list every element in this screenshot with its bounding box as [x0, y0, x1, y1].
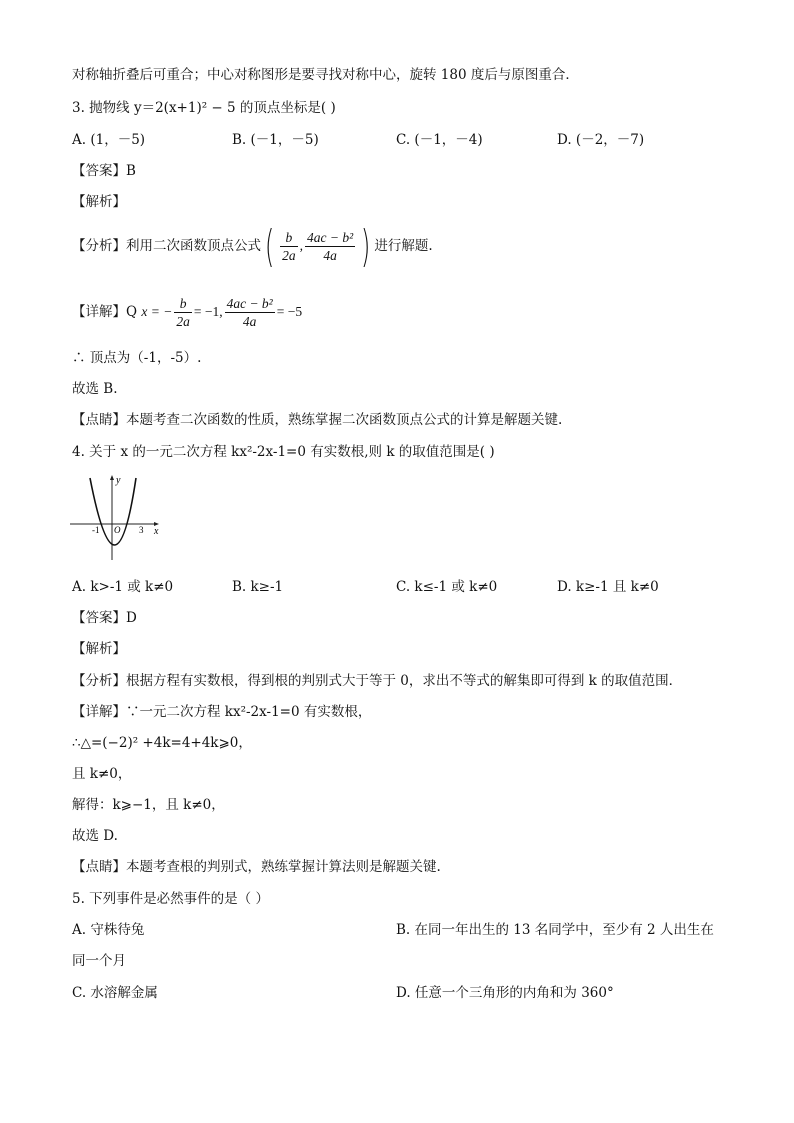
- q4-choose: 故选 D.: [72, 828, 118, 844]
- q5-stem: 5. 下列事件是必然事件的是（ ）: [72, 891, 269, 907]
- q3-stem: 3. 抛物线 y＝2(x+1)² − 5 的顶点坐标是( ): [72, 100, 336, 116]
- q4-option-d: D. k≥-1 且 k≠0: [557, 579, 659, 595]
- fraction-numerator: 4ac − b²: [307, 230, 354, 245]
- q3-option-b: B. (－1，－5): [232, 132, 319, 148]
- q4-jiexi: 【解析】: [72, 641, 126, 657]
- q3-xiangjie-prefix: 【详解】Q: [72, 304, 138, 320]
- q3-jiexi: 【解析】: [72, 194, 126, 210]
- q5-option-b: B. 在同一年出生的 13 名同学中，至少有 2 人出生在: [396, 922, 714, 938]
- q3-option-a: A. (1，－5): [72, 132, 146, 148]
- intro-line: 对称轴折叠后可重合；中心对称图形是要寻找对称中心，旋转 180 度后与原图重合．: [72, 67, 579, 83]
- q4-option-c: C. k≤-1 或 k≠0: [396, 579, 498, 595]
- q4-xiangjie: 【详解】∵一元二次方程 kx²-2x-1=0 有实数根，: [72, 704, 372, 720]
- y-axis-arrow-icon: [110, 475, 114, 480]
- q4-stem: 4. 关于 x 的一元二次方程 kx²-2x-1=0 有实数根,则 k 的取值范围是( ): [72, 444, 495, 460]
- q3-fenxi-suffix: 进行解题.: [374, 238, 433, 254]
- q4-option-b: B. k≥-1: [232, 579, 284, 595]
- parabola-graph: [70, 472, 162, 562]
- fraction-denominator: 4a: [323, 248, 337, 263]
- fraction-denominator: 2a: [282, 248, 296, 263]
- q3-xiangjie-mid: = −1,: [193, 304, 223, 319]
- q5-option-a: A. 守株待兔: [72, 922, 145, 938]
- q3-vertex: ∴ 顶点为（-1，-5）.: [72, 350, 202, 366]
- q5-option-d: D. 任意一个三角形的内角和为 360°: [396, 985, 614, 1001]
- q5-option-b-continued: 同一个月: [72, 953, 126, 969]
- q4-step-3: 解得：k⩾−1，且 k≠0，: [72, 797, 225, 813]
- q4-dianjing: 【点睛】本题考查根的判别式，熟练掌握计算法则是解题关键.: [72, 859, 441, 875]
- right-paren-icon: ): [361, 220, 371, 272]
- q3-fenxi-prefix: 【分析】利用二次函数顶点公式: [72, 238, 261, 254]
- fraction-denominator: 4a: [242, 314, 257, 329]
- fraction-discriminant: [225, 295, 275, 330]
- fraction-b-2a: [280, 229, 298, 264]
- q3-xiangjie-x: x = −: [141, 304, 173, 319]
- q3-xiangjie: [72, 292, 302, 332]
- q5-option-c: C. 水溶解金属: [72, 985, 158, 1001]
- fraction-discriminant: [305, 229, 355, 264]
- y-axis-label: y: [116, 475, 121, 486]
- origin-label: O: [114, 525, 121, 535]
- q3-option-d: D. (－2，－7): [557, 132, 645, 148]
- q4-option-a: A. k>-1 或 k≠0: [72, 579, 174, 595]
- left-paren-icon: (: [264, 220, 275, 272]
- fraction-denominator: 2a: [176, 314, 190, 329]
- tick-label-3: 3: [139, 525, 144, 535]
- q3-answer: 【答案】B: [72, 163, 136, 179]
- tick-label-neg1: -1: [92, 525, 100, 535]
- x-axis-label: x: [154, 526, 159, 537]
- q3-choose: 故选 B.: [72, 381, 118, 397]
- q3-dianjing: 【点睛】本题考查二次函数的性质，熟练掌握二次函数顶点公式的计算是解题关键.: [72, 412, 563, 428]
- q4-step-2: 且 k≠0，: [72, 766, 132, 782]
- q3-option-c: C. (－1，－4): [396, 132, 483, 148]
- fraction-numerator: 4ac − b²: [226, 296, 273, 311]
- q3-fenxi: 【分析】利用二次函数顶点公式( $\frac{b}{2a}$ , $\frac{\text{4ac − b²}}{4a}$ ) 进行解题.: [72, 220, 433, 272]
- q4-answer: 【答案】D: [72, 610, 137, 626]
- q4-fenxi: 【分析】根据方程有实数根，得到根的判别式大于等于 0，求出不等式的解集即可得到 k 的取值范围．: [72, 673, 683, 689]
- fraction-numerator: b: [174, 295, 192, 313]
- fraction-numerator: b: [280, 229, 298, 247]
- q4-step-1: ∴△=(−2)² +4k=4+4k⩾0，: [72, 735, 252, 751]
- q3-xiangjie-end: = −5: [276, 304, 303, 319]
- fraction-b-2a: [174, 295, 192, 330]
